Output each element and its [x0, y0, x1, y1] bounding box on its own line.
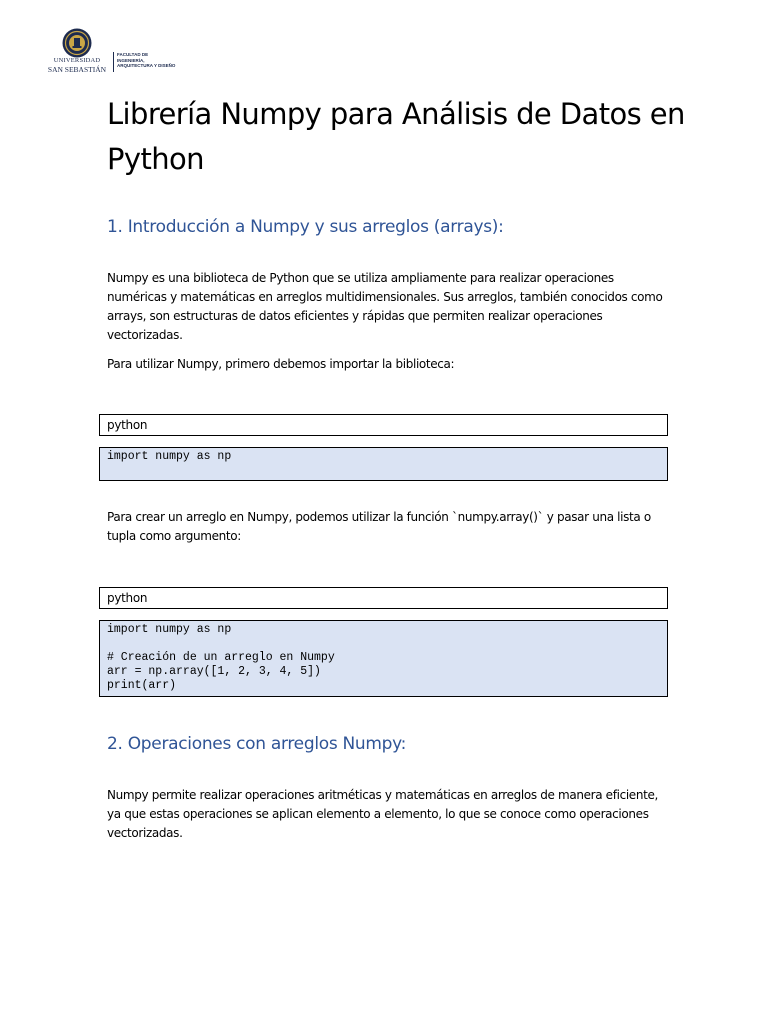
faculty-name-line2: INGENIERÍA, [117, 57, 145, 63]
code2-block: import numpy as np # Creación de un arreglo en Numpy arr = np.array([1, 2, 3, 4, 5]) print(arr) [99, 620, 668, 697]
logo-divider [113, 52, 114, 72]
university-name-line1: UNIVERSIDAD [53, 57, 101, 64]
university-seal-icon [62, 28, 92, 58]
section1-paragraph3: Para crear un arreglo en Numpy, podemos utilizar la función `numpy.array()` y pasar una lista o tupla como argumento: [107, 510, 651, 543]
code1-language-label: python [99, 414, 668, 436]
faculty-name-line1: FACULTAD DE [117, 52, 149, 57]
university-name [44, 58, 110, 73]
code2-language-label: python [99, 587, 668, 609]
section1-paragraph2: Para utilizar Numpy, primero debemos importar la biblioteca: [107, 357, 455, 371]
university-logo [44, 28, 194, 74]
university-name-line2: SAN SEBASTIÁN [47, 64, 107, 74]
faculty-name-line3: ARQUITECTURA Y DISEÑO [117, 63, 176, 69]
document-title: Librería Numpy para Análisis de Datos en Python [107, 97, 685, 176]
section2-heading: 2. Operaciones con arreglos Numpy: [107, 734, 407, 754]
faculty-name [117, 52, 175, 69]
section2-paragraph1: Numpy permite realizar operaciones aritméticas y matemáticas en arreglos de manera eficiente, ya que estas operaciones se aplican elemento a elemento, lo que se conoce como operaciones vectorizadas. [107, 788, 658, 840]
code1-block: import numpy as np [99, 447, 668, 481]
section1-paragraph1: Numpy es una biblioteca de Python que se utiliza ampliamente para realizar operaciones numéricas y matemáticas en arreglos multidimensionales. Sus arreglos, también conocidos como arrays, son estructuras de datos eficientes y rápidas que permiten realizar operaciones vectorizadas. [107, 271, 663, 342]
section1-heading: 1. Introducción a Numpy y sus arreglos (arrays): [107, 217, 504, 237]
